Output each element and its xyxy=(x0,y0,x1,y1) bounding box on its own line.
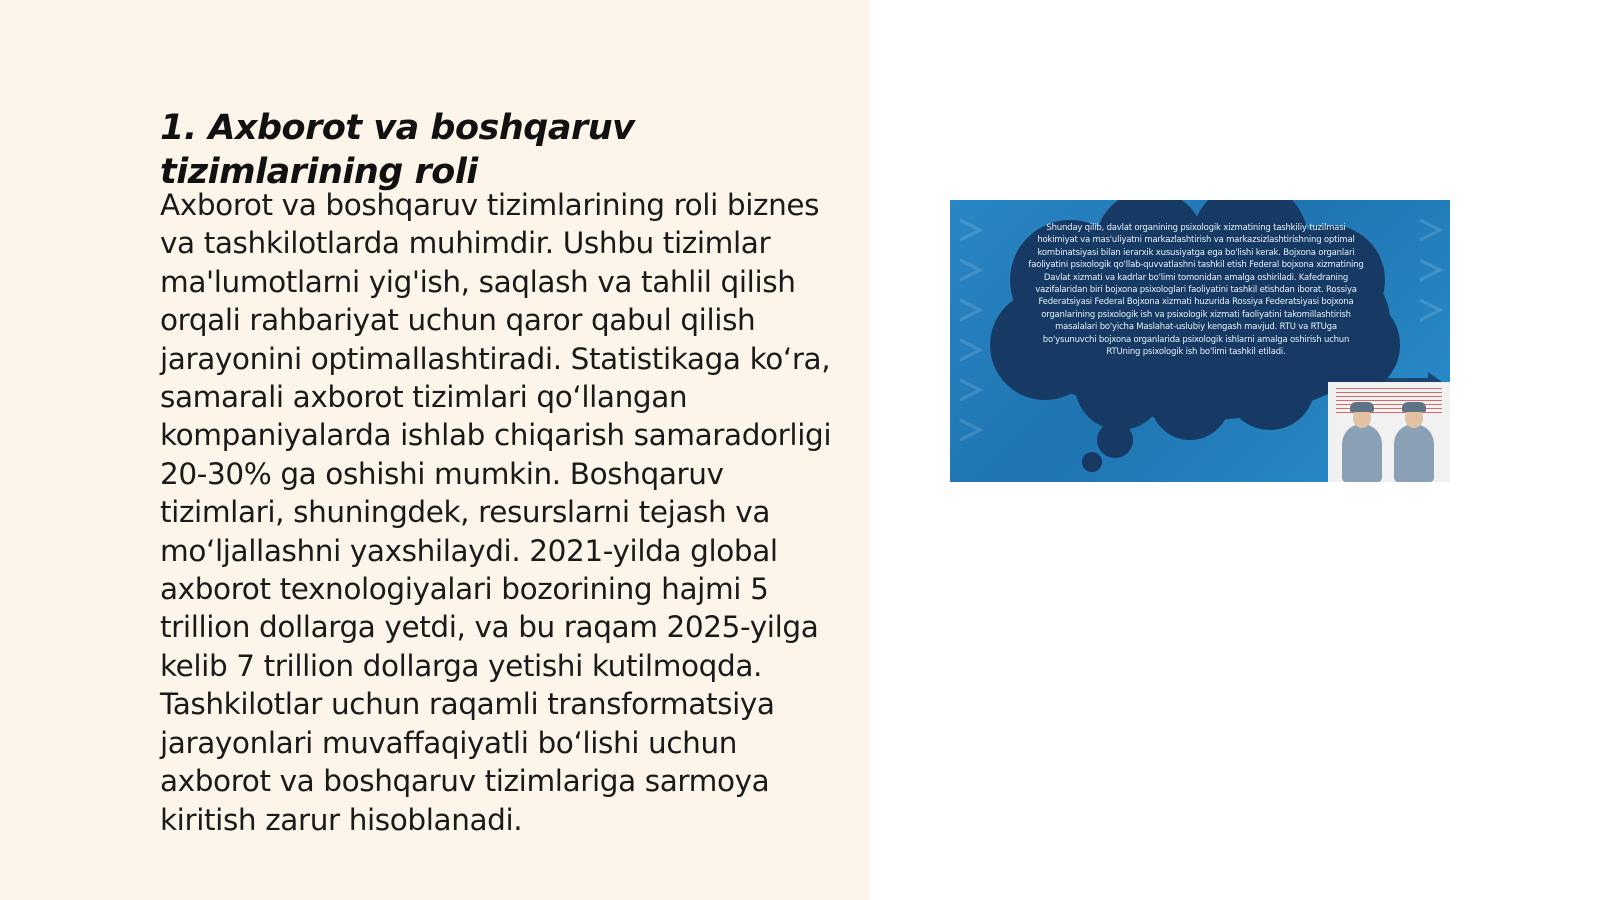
slide-title: 1. Axborot va boshqaruv tizimlarining roli xyxy=(160,108,635,192)
cloud-text: Shunday qilib, davlat organining psixologik xizmatining tashkiliy tuzilmasi hokimiyat va mas'uliyatni markazlashtirish va markazsizlashtirishning optimal kombinatsiyasi bilan ierarxik xususiyatga ega bo'lishi kerak. Bojxona organlari faoliyatini psixologik qo'llab-quvvatlashni tashkil etish Federal bojxona xizmatining Davlat xizmati va kadrlar bo'limi tomonidan amalga oshiriladi. Kafedraning vazifalaridan biri bojxona psixologlari faoliyatini tashkil etishdan iborat. Rossiya Federatsiyasi Federal Bojxona xizmati huzurida Rossiya Federatsiyasi bojxona organlarining psixologik ish va psixologik xizmati faoliyatini takomillashtirish masalalari bo'yicha Maslahat-uslubiy kengash mavjud. RTU va RTUga bo'ysunuvchi bojxona organlarida psixologik ishlarni amalga oshirish uchun RTUning psixologik ish bo'limi tashkil etiladi. xyxy=(1028,223,1364,358)
officer-figure xyxy=(1342,424,1382,482)
illustration-image xyxy=(950,200,1450,482)
officer-figure xyxy=(1394,424,1434,482)
photo-thumbnail xyxy=(1328,382,1450,482)
slide-body-text: Axborot va boshqaruv tizimlarining roli biznes va tashkilotlarda muhimdir. Ushbu tizimlar ma'lumotlarni yig'ish, saqlash va tahlil qilish orqali rahbariyat uchun qaror qabul qilish jarayonini optimallashtiradi. Statistikaga ko‘ra, samarali axborot tizimlari qo‘llangan kompaniyalarda ishlab chiqarish samaradorligi 20-30% ga oshishi mumkin. Boshqaruv tizimlari, shuningdek, resurslarni tejash va mo‘ljallashni yaxshilaydi. 2021-yilda global axborot texnologiyalari bozorining hajmi 5 trillion dollarga yetdi, va bu raqam 2025-yilga kelib 7 trillion dollarga yetishi kutilmoqda. Tashkilotlar uchun raqamli transformatsiya jarayonlari muvaffaqiyatli bo‘lishi uchun axborot va boshqaruv tizimlariga sarmoya kiritish zarur hisoblanadi. xyxy=(160,188,832,837)
officer-cap xyxy=(1350,402,1374,412)
officer-cap xyxy=(1402,402,1426,412)
